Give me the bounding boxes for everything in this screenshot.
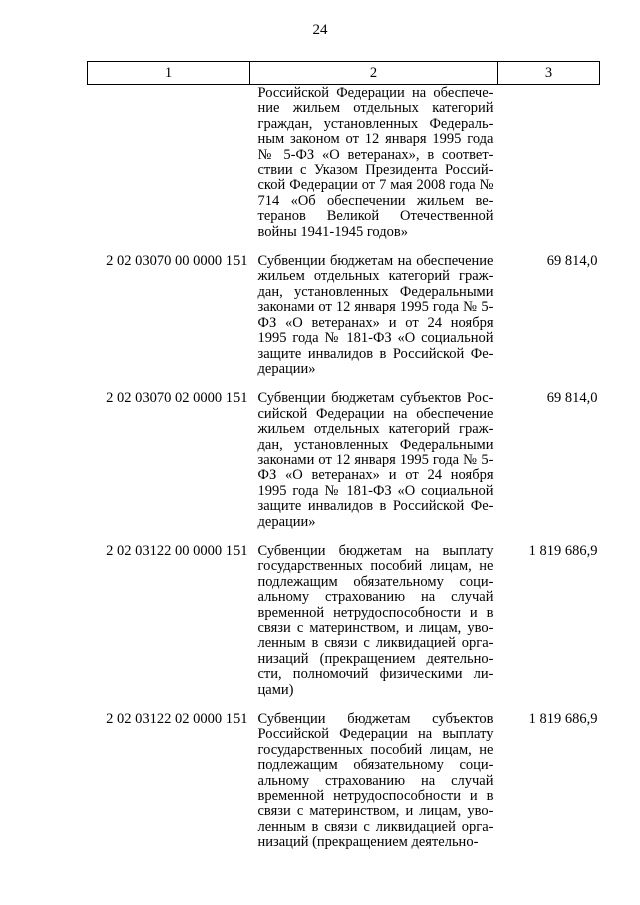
row-code: 2 02 03122 00 0000 151 xyxy=(106,542,248,559)
row-code: 2 02 03122 02 0000 151 xyxy=(106,711,248,728)
budget-table xyxy=(87,61,600,851)
table-row xyxy=(88,530,600,698)
table-row xyxy=(88,85,600,241)
column-header-1: 1 xyxy=(88,62,250,85)
row-amount xyxy=(498,85,600,241)
row-code: 2 02 03070 02 0000 151 xyxy=(106,390,248,407)
row-description: Субвенции бюджетам субъектов Российской Федерации на обеспечение жильем отдельных категорий граждан, установленных Федеральными законами от 12 января 1995 года № 5-ФЗ «О ветеранах» и от 24 ноября 1995 года № 181-ФЗ «О социальной защите инвалидов в Российской Федерации» xyxy=(257,390,494,530)
table-header xyxy=(88,62,600,85)
row-description: Субвенции бюджетам на выплату государственных пособий лицам, не подлежащим обязательному социальному страхованию на случай временной нетрудоспособности и в связи с материнством, и лицам, уволенным в связи с ликвидацией организаций (прекращением деятельности, полномочий физическими лицами) xyxy=(257,542,494,698)
table-row xyxy=(88,240,600,377)
row-description: Субвенции бюджетам субъектов Российской Федерации на выплату государственных пособий лицам, не подлежащим обязательному социальному страхованию на случай временной нетрудоспособности и в связи с материнством, и лицам, уволенным в связи с ликвидацией организаций (прекращением деятельно- xyxy=(257,711,494,851)
row-description: Субвенции бюджетам на обеспечение жильем отдельных категорий граждан, установленных Федеральными законами от 12 января 1995 года № 5-ФЗ «О ветеранах» и от 24 ноября 1995 года № 181-ФЗ «О социальной защите инвалидов в Российской Федерации» xyxy=(257,253,494,377)
row-code: 2 02 03070 00 0000 151 xyxy=(106,253,248,270)
table-row xyxy=(88,377,600,530)
row-amount: 69 814,0 xyxy=(546,390,598,407)
row-code xyxy=(88,85,250,241)
page-number: 24 xyxy=(312,22,328,38)
row-amount: 1 819 686,9 xyxy=(528,711,598,728)
row-amount: 1 819 686,9 xyxy=(528,542,598,559)
column-header-2: 2 xyxy=(250,62,498,85)
table-row xyxy=(88,698,600,851)
column-header-3: 3 xyxy=(498,62,600,85)
row-amount: 69 814,0 xyxy=(546,253,598,270)
row-description: Российской Федерации на обеспечение жильем отдельных категорий граждан, установленных Федеральным законом от 12 января 1995 года № 5-ФЗ «О ветеранах», в соответствии с Указом Президента Российской Федерации от 7 мая 2008 года № 714 «Об обеспечении жильем ветеранов Великой Отечественной войны 1941-1945 годов» xyxy=(257,85,494,240)
